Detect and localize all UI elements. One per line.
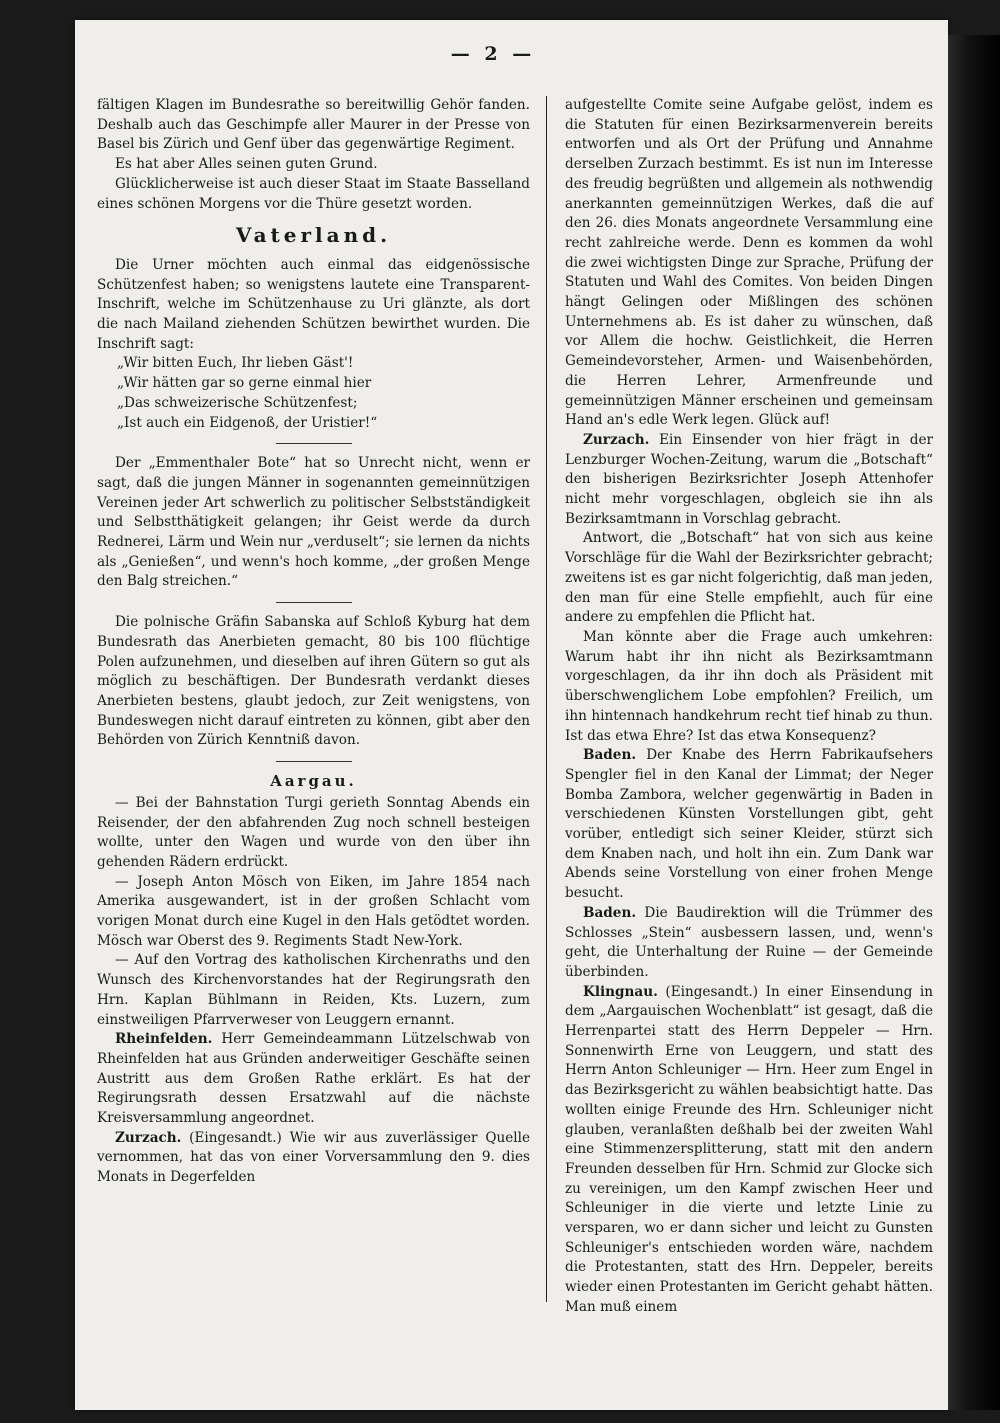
intro-paragraph: Glücklicherweise ist auch dieser Staat im Staate Basselland eines schönen Morgens vor die Thüre gesetzt worden. [97,175,530,212]
kirchenrath-paragraph: — Auf den Vortrag des katholischen Kirchenraths und den Wunsch des Kirchenvorstandes hat der Regirungsrath den Hrn. Kaplan Bühlmann in Reiden, Kts. Luzern, zum einstweiligen Pfarrverweser von Leuggern ernannt. [97,952,530,1028]
verse-line: „Das schweizerische Schützenfest; [117,394,358,411]
zurzach-botschaft-paragraph [565,431,933,530]
baden-knabe-paragraph [565,746,933,904]
separator-rule [276,443,352,444]
place-name: Rheinfelden. [115,1031,213,1048]
column-divider [546,96,547,1302]
zurzach-paragraph [97,1129,530,1188]
right-column [565,96,933,1318]
section-heading-aargau: Aargau. [270,772,357,791]
article-text: Herr Gemeindeammann Lützelschwab von Rheinfelden hat aus Gründen anderweitiger Geschäfte seinen Austritt aus dem Großen Rathe erklärt. Es hat der Regirungsrath dessen Ersatzwahl auf die nächste Kreisversammlung angeordnet. [97,1031,530,1127]
article-text: (Eingesandt.) In einer Einsendung in dem „Aargauischen Wochenblatt“ ist gesagt, daß die Herrenpartei statt des Herrn Deppeler — Hrn. Sonnenwirth Erne von Leuggern, und statt des Herrn Anton Schleuniger — Hrn. Heer zum Engel in das Bezirksgericht zu wählen beabsichtigt hatte. Das wollten einige Freunde des Hrn. Schleuniger nicht glauben, veranlaßten deßhalb bei der zweiten Wahl eine Stimmenzersplitterung, statt mit den andern Freunden desselben für Hrn. Schmid zur Glocke sich zu vereinigen, um den Kampf zwischen Heer und Schleuniger in die vierte und letzte Linie zu versparen, wo er dann sicher und leicht zu Gunsten Schleuniger's entschieden worden wäre, nachdem die Protestanten, statt des Hrn. Deppeler, bereits wieder einen Protestanten im Gericht gehabt hätten. Man muß einem [565,983,933,1315]
umkehren-paragraph: Man könnte aber die Frage auch umkehren: Warum habt ihr ihn nicht als Bezirksamtmann vorgeschlagen, da ihr ihn doch als Präsident mit überschwenglichem Lobe empfohlen? Freilich, um ihn hintennach handkehrum recht tief hinab zu thun. Ist das etwa Ehre? Ist das etwa Konsequenz? [565,628,933,744]
article-text: Der Knabe des Herrn Fabrikaufsehers Spengler fiel in den Kanal der Limmat; der Neger Bomba Zambora, welcher gegenwärtig in Baden in verschiedenen Künsten Vorstellungen gibt, geht vorüber, entledigt sich seiner Kleider, stürzt sich dem Knaben nach, und holt ihn ein. Zum Dank war Abends seine Vorstellung von einer frohen Menge besucht. [565,747,933,902]
place-name: Baden. [583,747,637,764]
intro-paragraph: fältigen Klagen im Bundesrathe so bereitwillig Gehör fanden. Deshalb auch das Geschimpfe aller Maurer in der Presse von Basel bis Zürich und Genf über das gegenwärtige Regiment. [97,97,530,153]
emmenthal-paragraph: Der „Emmenthaler Bote“ hat so Unrecht nicht, wenn er sagt, daß die jungen Männer in sogenannten gemeinnützigen Vereinen jeder Art schwerlich zu politischer Selbstständigkeit und Selbstthätigkeit gelangen; ihr Geist werde da durch Rednerei, Lärm und Wein nur „verduselt“; sie lernen da nichts als „Genießen“, und wenn's hoch komme, „der großen Menge den Balg streichen.“ [97,455,530,590]
polen-paragraph: Die polnische Gräfin Sabanska auf Schloß Kyburg hat dem Bundesrath das Anerbieten gemacht, 80 bis 100 flüchtige Polen aufzunehmen, und dieselben auf ihren Gütern so gut als möglich zu beschäftigen. Der Bundesrath verdankt dieses Anerbieten bestens, glaubt jedoch, zur Zeit wenigstens, von Bundeswegen nicht darauf eintreten zu können, gibt aber den Behörden von Zürich Kenntniß davon. [97,614,530,749]
baden-stein-paragraph [565,904,933,983]
section-heading-vaterland: Vaterland. [235,223,392,248]
article-text: Die Baudirektion will die Trümmer des Schlosses „Stein“ ausbessern lassen, und, wenn's geht, die Unterhaltung der Ruine — der Gemeinde überbinden. [565,904,933,980]
article-text: (Eingesandt.) Wie wir aus zuverlässiger Quelle vernommen, hat das von einer Vorversammlung den 9. dies Monats in Degerfelden [97,1129,530,1186]
separator-rule [276,761,352,762]
page-number: — 2 — [450,43,536,65]
place-name: Zurzach. [583,431,650,448]
turgi-paragraph: — Bei der Bahnstation Turgi gerieth Sonntag Abends ein Reisender, der den abfahrenden Zug noch schnell besteigen wollte, unter den Wagen und wurde von den über ihn gehenden Rädern erdrückt. [97,794,530,870]
verse-block [97,354,530,433]
place-name: Zurzach. [115,1129,182,1146]
antwort-paragraph: Antwort, die „Botschaft“ hat von sich aus keine Vorschläge für die Wahl der Bezirksrichter gebracht; zweitens ist es gar nicht folgerichtig, daß man jeden, den man für eine Stelle empfiehlt, auch für eine andere zu empfehlen die Pflicht hat. [565,530,933,626]
left-column [97,96,530,1188]
verse-line: „Wir bitten Euch, Ihr lieben Gäst'! [117,355,354,372]
verse-line: „Ist auch ein Eidgenoß, der Uristier!“ [117,414,378,431]
article-text: Ein Einsender von hier frägt in der Lenzburger Wochen-Zeitung, warum die „Botschaft“ den bisherigen Bezirksrichter Joseph Attenhofer nicht mehr vorgeschlagen, obgleich sie ihn als Bezirksamtmann in Vorschlag gebracht. [565,431,933,527]
verse-line: „Wir hätten gar so gerne einmal hier [117,375,372,392]
rheinfelden-paragraph [97,1030,530,1129]
next-page-edge [948,35,1000,1410]
intro-paragraph: Es hat aber Alles seinen guten Grund. [115,156,378,173]
moesch-paragraph: — Joseph Anton Mösch von Eiken, im Jahre 1854 nach Amerika ausgewandert, ist in der großen Schlacht vom vorigen Monat durch eine Kugel in den Hals getödtet worden. Mösch war Oberst des 9. Regiments Stadt New-York. [97,873,530,949]
separator-rule [276,602,352,603]
place-name: Baden. [583,904,637,921]
continued-paragraph: aufgestellte Comite seine Aufgabe gelöst, indem es die Statuten für einen Bezirksarmenverein bereits entworfen und als Ort der Prüfung und Annahme derselben Zurzach bestimmt. Es ist nun im Interesse des freudig begrüßten und allgemein als nothwendig anerkannten gemeinnützigen Werkes, daß die auf den 26. dies Monats angeordnete Versammlung eine recht zahlreiche werde. Denn es kommen da wohl die zwei wichtigsten Dinge zur Sprache, Prüfung der Statuten und Wahl des Comites. Von beiden Dingen hängt Gelingen oder Mißlingen des schönen Unternehmens ab. Es ist daher zu wünschen, daß vor Allem die hochw. Geistlichkeit, die Herren Gemeindevorsteher, Armen- und Waisenbehörden, die Herren Lehrer, Armenfreunde und gemeinnützigen Männer erscheinen und gemeinsam Hand an's edle Werk legen. Glück auf! [565,97,933,429]
uri-paragraph: Die Urner möchten auch einmal das eidgenössische Schützenfest haben; so wenigstens lautete eine Transparent-Inschrift, welche im Schützenhause zu Uri glänzte, als dort die nach Mailand ziehenden Schützen bewirthet wurden. Die Inschrift sagt: [97,256,530,352]
klingnau-paragraph [565,983,933,1318]
place-name: Klingnau. [583,983,658,1000]
